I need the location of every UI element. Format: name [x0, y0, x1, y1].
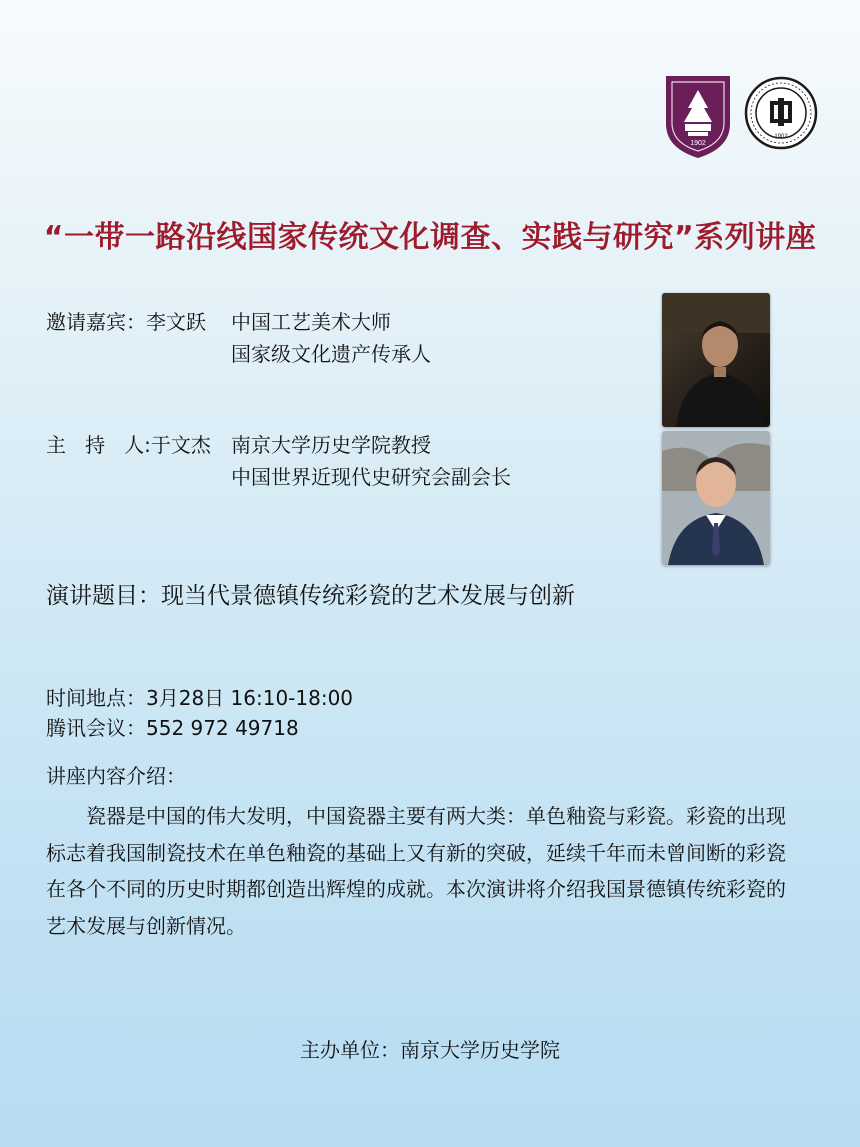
guest-label: 邀请嘉宾： [46, 310, 146, 334]
host-title-2: 中国世界近现代史研究会副会长 [231, 465, 511, 489]
topic-value: 现当代景德镇传统彩瓷的艺术发展与创新 [161, 583, 575, 609]
guest-title-1: 中国工艺美术大师 [231, 310, 391, 334]
nanjing-university-logo [662, 72, 734, 160]
time-place-row [46, 682, 353, 714]
guest-title-2: 国家级文化遗产传承人 [231, 342, 431, 366]
guest-portrait-photo [662, 293, 770, 427]
host-title-1: 南京大学历史学院教授 [231, 433, 431, 457]
guest-row [46, 306, 206, 338]
organizer-label: 主办单位： [300, 1038, 400, 1062]
svg-text:1902: 1902 [774, 134, 788, 140]
meeting-id: 552 972 49718 [146, 716, 299, 740]
topic-label: 演讲题目： [46, 583, 161, 609]
intro-paragraph: 瓷器是中国的伟大发明，中国瓷器主要有两大类：单色釉瓷与彩瓷。彩瓷的出现标志着我国制瓷技术在单色釉瓷的基础上又有新的突破，延续千年而未曾间断的彩瓷在各个不同的历史时期都创造出辉煌的成就。本次演讲将介绍我国景德镇传统彩瓷的艺术发展与创新情况。 [46, 804, 786, 938]
time-place-value: 3月28日 16:10-18:00 [146, 686, 354, 710]
time-place-label: 时间地点： [46, 686, 146, 710]
organizer-name: 南京大学历史学院 [400, 1038, 560, 1062]
meeting-label: 腾讯会议： [46, 716, 146, 740]
host-portrait-photo [662, 431, 770, 565]
title-text: “一带一路沿线国家传统文化调查、实践与研究”系列讲座 [43, 220, 817, 255]
tencent-meeting-row [46, 712, 299, 744]
history-school-seal-logo [744, 76, 818, 150]
host-label: 主 持 人: [46, 433, 151, 457]
svg-text:1902: 1902 [690, 140, 706, 147]
lecture-series-title [0, 212, 860, 256]
lecture-topic [46, 578, 575, 614]
host-row [46, 429, 211, 461]
organizer-row [0, 1034, 860, 1066]
guest-name: 李文跃 [146, 310, 206, 334]
host-name: 于文杰 [150, 433, 211, 457]
intro-label: 讲座内容介绍： [46, 764, 186, 788]
